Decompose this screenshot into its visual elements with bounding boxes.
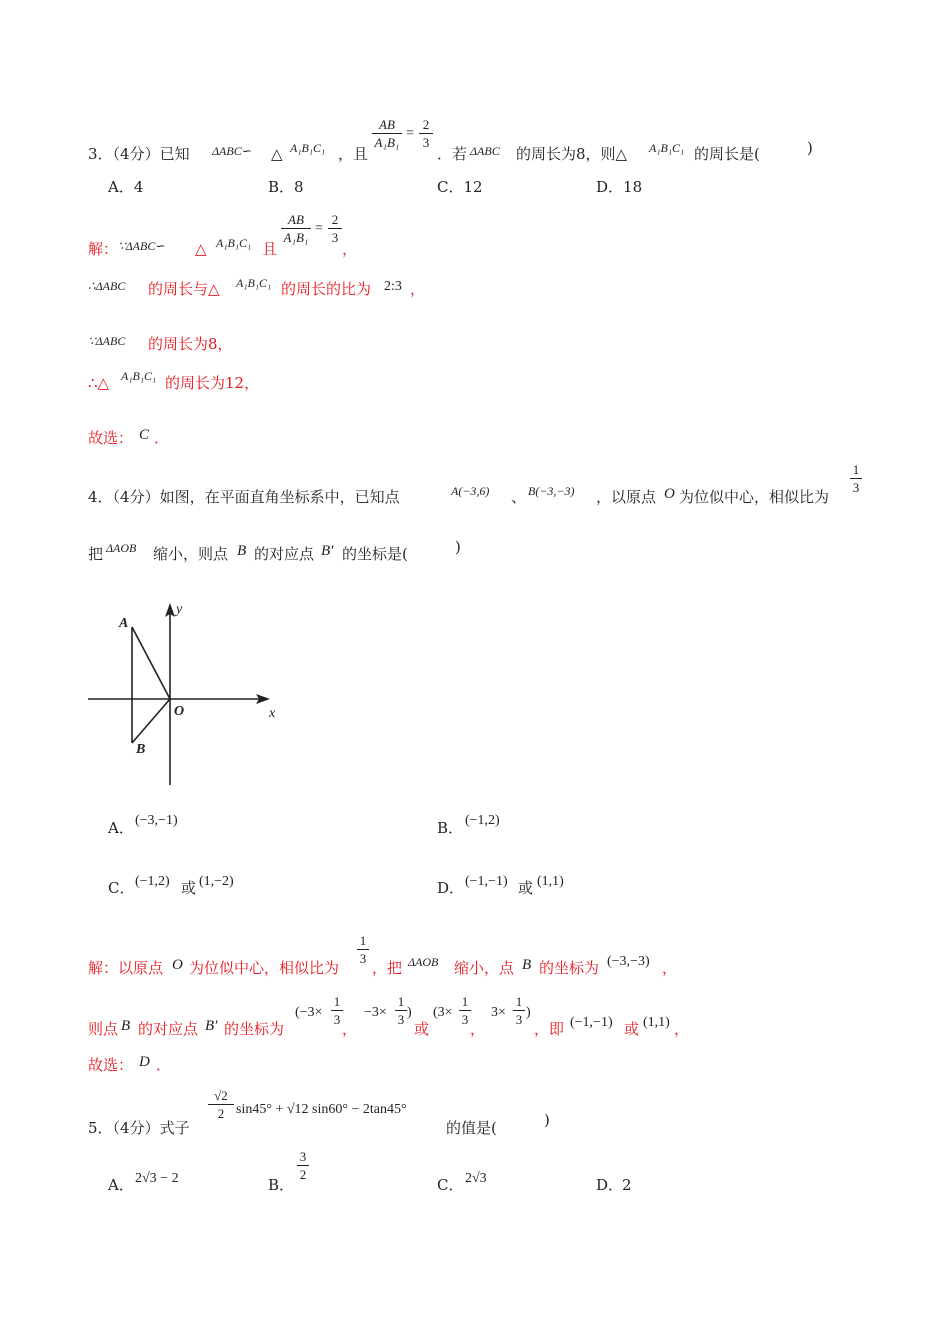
- q4-sol-l1-text: 为位似中心，相似比为: [189, 959, 340, 977]
- q4-sol-l2-text: 的对应点: [138, 1020, 199, 1038]
- q4-o: O: [664, 486, 675, 502]
- q3-sol-l5-end: ．: [154, 429, 170, 447]
- q4-sol-l3-ans: D: [139, 1054, 150, 1070]
- q3-sol-frac-num: AB: [288, 212, 304, 227]
- q4-sol-l2-bp: B′: [205, 1018, 218, 1034]
- q4-sol-r1: (−1,−1): [570, 1015, 613, 1030]
- q4-sol-l2-text2: 的坐标为: [224, 1020, 285, 1038]
- q4-sol-e4a: 3×: [491, 1005, 506, 1020]
- q5-prefix: 5．（4分）式子: [88, 1119, 190, 1137]
- q5-frac-den: 2: [217, 1106, 225, 1121]
- q3-sol-l2-text: 的周长与△: [148, 280, 220, 298]
- q4-option-d-value: (−1,−1): [465, 874, 508, 889]
- q5-close: ): [544, 1111, 550, 1129]
- q3-sol-and: 且: [262, 240, 278, 258]
- segment-bo: [132, 699, 170, 743]
- q4-sol-l1-o: O: [172, 957, 183, 973]
- q3-sol-val-num: 2: [331, 212, 339, 227]
- q5-expr: sin45° + √12 sin60° − 2tan45°: [236, 1102, 407, 1117]
- q4-sol-l1-frac: [357, 934, 369, 965]
- q4-sol-or: 或: [414, 1020, 430, 1038]
- q4-sol-l1-text3: 缩小，点: [454, 959, 515, 977]
- q4-option-d-letter: D．: [437, 879, 465, 897]
- q4-sol-r2: (1,1): [643, 1015, 670, 1030]
- q4-sol-l3-text: 故选：: [88, 1056, 134, 1074]
- q3-sol-val: [328, 213, 342, 244]
- q5-option-b-num: 3: [299, 1149, 307, 1164]
- q3-sol-frac-den: A₁B₁: [283, 230, 309, 245]
- q4-option-b-value: (−1,2): [465, 813, 500, 828]
- q4-sol-e2c: ): [407, 1005, 412, 1020]
- q5-option-c-letter: C．: [437, 1176, 464, 1194]
- q3-mid: 的周长为8，则△: [516, 145, 628, 163]
- q4-option-b-letter: B．: [437, 819, 464, 837]
- q4-b: B: [237, 543, 247, 559]
- q3-sol-prefix: 解：: [88, 240, 119, 258]
- q3-sol-l3-because: ∵ΔABC: [88, 334, 126, 348]
- q4-sol-or2: 或: [624, 1020, 640, 1038]
- q4-line2-mid: 缩小，则点: [153, 545, 229, 563]
- q4-sol-l1-tri: ΔAOB: [408, 955, 439, 969]
- q4-sol-ie: ，即: [534, 1020, 565, 1038]
- q4-sol-comma2: ，: [470, 1020, 486, 1038]
- q3-sol-l4-tri: A₁B₁C₁: [121, 369, 157, 383]
- q3-eq: =: [406, 126, 414, 141]
- q4-option-a-letter: A．: [108, 819, 134, 837]
- q3-sol-eq: =: [315, 221, 323, 236]
- q4-line1-suffix: 为位似中心，相似比为: [679, 488, 830, 506]
- q3-val-num: 2: [422, 117, 430, 132]
- q4-ratio-den: 3: [852, 480, 860, 495]
- q4-sol-e3-den: 3: [461, 1012, 469, 1027]
- q3-sol-l2-text2: 的周长的比为: [281, 280, 372, 298]
- label-o: O: [174, 704, 185, 719]
- q3-option-c[interactable]: C．12: [437, 178, 483, 196]
- q3-close: ): [807, 139, 813, 157]
- q5-option-d-value: 2: [622, 1176, 632, 1194]
- q3-option-b[interactable]: B．8: [268, 178, 304, 196]
- q3-prefix: 3．（4分）已知: [88, 145, 190, 163]
- q4-sol-l1-b: B: [522, 957, 532, 973]
- q4-option-d-value2: (1,1): [537, 874, 564, 889]
- q3-tri1: ΔABC∽: [212, 144, 252, 158]
- q4-sol-comma1: ，: [342, 1020, 358, 1038]
- q4-sol-l2-prefix: 则点: [88, 1020, 119, 1038]
- q3-option-a[interactable]: A．4: [108, 178, 144, 196]
- q3-tri2-v: A₁B₁C₁: [290, 141, 326, 155]
- q3-sol-l2-ratio: 2:3: [384, 279, 402, 294]
- q4-sep: 、: [511, 488, 527, 506]
- q3-sol-because: ∵ΔABC∽: [118, 239, 166, 253]
- q4-sol-l1-frac-den: 3: [359, 951, 367, 966]
- q3-frac-num: AB: [379, 117, 395, 132]
- q3-tri4: A₁B₁C₁: [649, 141, 685, 155]
- q4-ratio: [850, 463, 862, 494]
- q4-sol-e4c: ): [526, 1005, 531, 1020]
- q4-sol-e2a: −3×: [364, 1005, 387, 1020]
- q4-sol-e1-num: 1: [333, 994, 341, 1009]
- q4-sol-l1-prefix: 解：以原点: [88, 959, 164, 977]
- q4-bp: B′: [321, 543, 334, 559]
- q4-sol-e3a: (3×: [433, 1005, 453, 1020]
- q4-line1-mid: ，以原点: [596, 488, 657, 506]
- q3-and: ，且: [338, 145, 369, 163]
- q3-val: [419, 118, 433, 149]
- q4-sol-e2-den: 3: [397, 1012, 405, 1027]
- q4-line1-prefix: 4．（4分）如图，在平面直角坐标系中，已知点: [88, 488, 400, 506]
- q5-frac: [208, 1089, 234, 1120]
- q4-option-a-value: (−3,−1): [135, 813, 178, 828]
- q3-val-den: 3: [422, 135, 430, 150]
- q4-sol-l1-end: ，: [662, 959, 678, 977]
- q4-sol-e1a: (−3×: [295, 1005, 323, 1020]
- q3-sol-l4-text: 的周长为12，: [165, 374, 260, 392]
- q3-tri2: △: [271, 145, 283, 163]
- coordinate-figure: [80, 595, 290, 790]
- q5-option-c-value: 2√3: [465, 1171, 487, 1186]
- q3-sol-l1-end: ，: [342, 240, 358, 258]
- q4-option-c-or: 或: [181, 879, 197, 897]
- q5-option-a-letter: A．: [108, 1176, 134, 1194]
- q4-sol-e3-num: 1: [461, 994, 469, 1009]
- q4-sol-e1-den: 3: [333, 1012, 341, 1027]
- q3-sol-l2-tri: A₁B₁C₁: [236, 276, 272, 290]
- q4-sol-e4-frac: [513, 995, 525, 1026]
- label-y: y: [176, 602, 183, 617]
- q3-frac-den: A₁B₁: [374, 135, 400, 150]
- q4-tri: ΔAOB: [106, 541, 137, 555]
- segment-ao: [132, 627, 170, 699]
- q3-sol-l2-end: ，: [410, 280, 426, 298]
- q4-sol-e2-frac: [395, 995, 407, 1026]
- q5-option-b-den: 2: [299, 1167, 307, 1182]
- q5-option-b-frac: [297, 1150, 309, 1181]
- q3-sol-l3-text: 的周长为8，: [148, 335, 233, 353]
- label-b: B: [136, 742, 146, 757]
- q4-sol-l2-end: ，: [674, 1020, 690, 1038]
- q4-sol-l1-text4: 的坐标为: [539, 959, 600, 977]
- q5-suffix: 的值是(: [446, 1119, 497, 1137]
- q3-tri3: ΔABC: [470, 144, 500, 158]
- q4-option-c-value2: (1,−2): [199, 874, 234, 889]
- q5-option-d-letter: D．: [596, 1176, 624, 1194]
- q3-option-d[interactable]: D．18: [596, 178, 643, 196]
- q4-ratio-num: 1: [852, 462, 860, 477]
- q3-if: ．若: [437, 145, 468, 163]
- label-x: x: [269, 706, 276, 721]
- q4-point-b: B(−3,−3): [528, 484, 575, 498]
- q4-sol-l1-frac-num: 1: [359, 933, 367, 948]
- q3-sol-val-den: 3: [331, 230, 339, 245]
- q4-sol-e2-num: 1: [397, 994, 405, 1009]
- q4-sol-l2-b: B: [121, 1018, 131, 1034]
- q4-line2-suffix: 的坐标是(: [342, 545, 408, 563]
- q3-sol-frac: [281, 213, 311, 244]
- q4-point-a: A(−3,6): [451, 484, 490, 498]
- q5-frac-num: √2: [214, 1088, 228, 1103]
- q3-suffix: 的周长是(: [694, 145, 760, 163]
- q4-option-d-or: 或: [518, 879, 534, 897]
- q3-sol-l5-ans: C: [139, 427, 150, 443]
- q5-option-b-letter: B．: [268, 1176, 295, 1194]
- q4-option-c-value: (−1,2): [135, 874, 170, 889]
- q3-sol-l4-therefore: ∴△: [88, 374, 110, 392]
- q5-option-a-value: 2√3 − 2: [135, 1171, 179, 1186]
- q4-sol-e4-num: 1: [515, 994, 523, 1009]
- q4-close: ): [455, 538, 461, 556]
- q4-line2-prefix: 把: [88, 545, 104, 563]
- q3-sol-tri: △: [195, 240, 207, 258]
- q4-line2-mid2: 的对应点: [254, 545, 315, 563]
- q3-frac: [372, 118, 402, 149]
- q3-sol-tri-v: A₁B₁C₁: [216, 236, 252, 250]
- q3-sol-l5-text: 故选：: [88, 429, 134, 447]
- q4-option-c-letter: C．: [108, 879, 135, 897]
- q4-sol-l1-coord: (−3,−3): [607, 954, 650, 969]
- q4-sol-e4-den: 3: [515, 1012, 523, 1027]
- q4-sol-l3-end: ．: [156, 1056, 172, 1074]
- q4-sol-l1-text2: ，把: [372, 959, 403, 977]
- label-a: A: [119, 616, 129, 631]
- q3-sol-l2-therefore: ∴ΔABC: [88, 279, 126, 293]
